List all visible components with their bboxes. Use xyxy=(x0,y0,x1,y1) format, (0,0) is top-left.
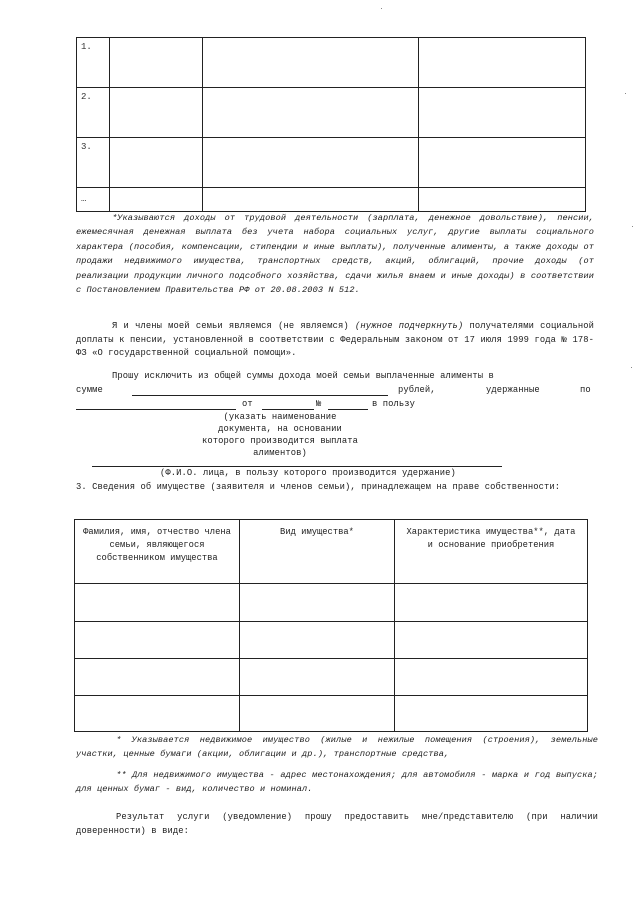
number-label: № xyxy=(316,399,322,409)
scan-speck xyxy=(625,93,626,94)
table-cell[interactable] xyxy=(110,38,203,88)
recipients-paragraph xyxy=(76,320,594,361)
income-table xyxy=(76,37,586,212)
table-cell[interactable] xyxy=(75,584,240,622)
sum-field[interactable] xyxy=(132,395,388,396)
row-number: 3. xyxy=(81,142,92,152)
table-cell[interactable] xyxy=(75,696,240,732)
header-owner: Фамилия, имя, отчество члена семьи, являющегося собственником имущества xyxy=(83,527,231,563)
table-cell[interactable] xyxy=(77,138,110,188)
section-3-title: 3. Сведения об имуществе (заявителя и членов семьи), принадлежащем на праве собственности: xyxy=(76,482,561,492)
sum-label: сумме xyxy=(76,385,103,395)
document-field[interactable] xyxy=(76,409,236,410)
table-cell[interactable] xyxy=(75,622,240,659)
table-cell[interactable] xyxy=(203,88,419,138)
income-footnote: *Указываются доходы от трудовой деятельности (зарплата, денежное довольствие), пенсии, ежемесячная денежная выплата без учета набора социальных услуг, другие выплаты социального характера (пособия, компенсации, стипендии и иные выплаты), полученные алименты, а также доходы от продажи недвижимого имущества, транспортных средств, акций, облигаций, прочие доходы (от реализации продукции личного подсобного хозяйства, сдачи жилья внаем и иные доходы) в соответствии с Постановлением Правительства РФ от 20.08.2003 N 512. xyxy=(76,213,594,296)
table-cell[interactable] xyxy=(77,38,110,88)
table-cell[interactable] xyxy=(419,38,586,88)
table-cell[interactable] xyxy=(240,696,395,732)
table-cell[interactable] xyxy=(419,138,586,188)
table-header-cell xyxy=(240,520,395,584)
scan-speck xyxy=(381,8,382,9)
table-cell[interactable] xyxy=(395,659,588,696)
table-cell[interactable] xyxy=(240,584,395,622)
table-cell[interactable] xyxy=(240,659,395,696)
document-hint-line: (указать наименование xyxy=(223,412,337,422)
recipients-text-post: получателями социальной доплаты к пенсии, установленной в соответствии с Федеральным законом от 17 июля 1999 года № 178-ФЗ «О государственной социальной помощи». xyxy=(76,321,594,358)
header-characteristics: Характеристика имущества**, дата и основание приобретения xyxy=(406,527,576,550)
table-cell[interactable] xyxy=(110,88,203,138)
table-cell[interactable] xyxy=(77,188,110,212)
table-cell[interactable] xyxy=(395,584,588,622)
rubles-label: рублей, xyxy=(398,385,436,395)
person-hint: (Ф.И.О. лица, в пользу которого производится удержание) xyxy=(160,468,456,478)
document-hint-line: которого производится выплата xyxy=(202,436,358,446)
withheld-label: удержанные xyxy=(486,385,540,395)
document-hint-line: алиментов) xyxy=(253,448,307,458)
header-property-type: Вид имущества* xyxy=(280,527,354,537)
table-cell[interactable] xyxy=(203,188,419,212)
number-field[interactable] xyxy=(328,409,368,410)
alimony-request: Прошу исключить из общей суммы дохода моей семьи выплаченные алименты в xyxy=(112,371,494,381)
document-hint-line: документа, на основании xyxy=(218,424,342,434)
scan-speck xyxy=(631,367,632,368)
result-paragraph: Результат услуги (уведомление) прошу предоставить мне/представителю (при наличии доверенности) в виде: xyxy=(76,812,598,836)
table-header-cell xyxy=(395,520,588,584)
table-cell[interactable] xyxy=(419,88,586,138)
in-favor-label: в пользу xyxy=(372,399,416,409)
table-cell[interactable] xyxy=(395,696,588,732)
table-cell[interactable] xyxy=(395,622,588,659)
table-cell[interactable] xyxy=(77,88,110,138)
property-table xyxy=(74,519,588,732)
underline-hint: (нужное подчеркнуть) xyxy=(354,321,464,331)
row-number: … xyxy=(81,194,87,204)
recipients-text-pre: Я и члены моей семьи являемся (не являемся) xyxy=(112,321,355,331)
date-field[interactable] xyxy=(262,409,314,410)
property-footnote-1: * Указывается недвижимое имущество (жилые и нежилые помещения (строения), земельные участки, ценные бумаги (акции, облигации и др.), транспортные средства, xyxy=(76,735,598,760)
document-hint xyxy=(170,411,390,459)
table-cell[interactable] xyxy=(75,659,240,696)
table-cell[interactable] xyxy=(203,38,419,88)
scan-speck xyxy=(632,226,633,227)
table-cell[interactable] xyxy=(110,188,203,212)
property-footnote-2: ** Для недвижимого имущества - адрес местонахождения; для автомобиля - марка и год выпуска; для ценных бумаг - вид, количество и номинал. xyxy=(76,770,598,795)
table-cell[interactable] xyxy=(419,188,586,212)
table-header-cell xyxy=(75,520,240,584)
table-cell[interactable] xyxy=(110,138,203,188)
table-cell[interactable] xyxy=(203,138,419,188)
row-number: 2. xyxy=(81,92,92,102)
from-label: от xyxy=(242,399,253,409)
table-cell[interactable] xyxy=(240,622,395,659)
by-label: по xyxy=(580,385,591,395)
row-number: 1. xyxy=(81,42,92,52)
